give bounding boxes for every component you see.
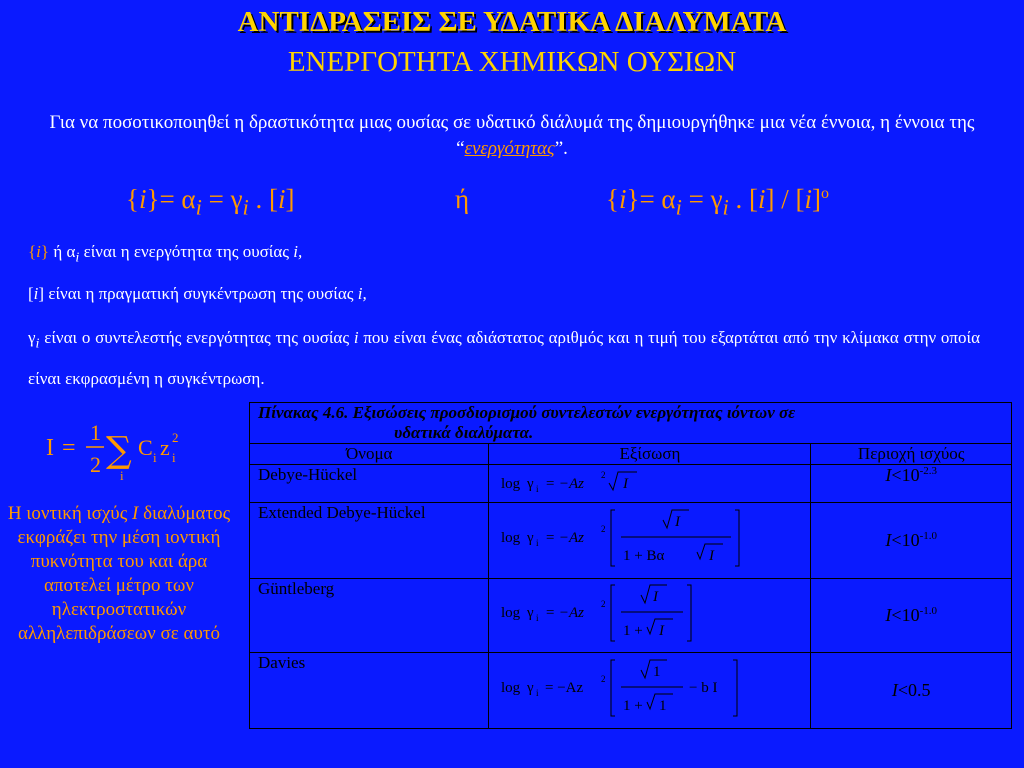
formula-sup: o: [821, 185, 830, 202]
eq-denominator: 1 + Bα: [623, 548, 665, 564]
formula-den: 2: [90, 452, 101, 477]
formula-sub: i: [242, 194, 249, 220]
row-name: Debye-Hückel: [250, 465, 489, 503]
formula-part: {: [126, 184, 139, 214]
header-equation: Εξίσωση: [489, 444, 811, 465]
table-row: [250, 503, 1012, 579]
table-caption-row: [250, 403, 1012, 444]
eq-log: log: [501, 476, 521, 492]
row-range: [811, 503, 1012, 579]
eq-log: log: [501, 680, 521, 696]
definition-concentration: [28, 284, 367, 304]
def-var: i: [353, 328, 359, 347]
bracket-left: [611, 510, 615, 566]
intro-text: Για να ποσοτικοποιηθεί η δραστικότητα μιας ουσίας σε υδατικό διάλυμά της δημιουργήθηκε μια νέα έννοια, η έννοια της “: [49, 112, 975, 159]
eq-log: log: [501, 530, 521, 546]
def-sub: i: [75, 249, 80, 266]
formula-part: . [: [728, 184, 759, 214]
table-row: [250, 465, 1012, 503]
eq-I: 1: [653, 664, 661, 680]
ionic-text-var: I: [131, 503, 139, 524]
bracket-left: [611, 660, 615, 716]
eq-denominator: 1 +: [623, 623, 644, 639]
range-var: I: [885, 465, 892, 485]
def-text: είναι ο συντελεστής ενεργότητας της ουσίας: [39, 328, 354, 347]
slide-title: ΑΝΤΙΔΡΑΣΕΙΣ ΣΕ ΥΔΑΤΙΚΑ ΔΙΑΛΥΜΑΤΑ: [237, 6, 787, 38]
activity-formula-right: [606, 184, 829, 220]
intro-term: ενεργότητας: [464, 138, 555, 159]
formula-part: }= α: [626, 184, 676, 214]
eq-gamma: γ: [527, 530, 535, 546]
formula-part: ] / [: [765, 184, 805, 214]
row-range: [811, 579, 1012, 653]
range-op: <10: [891, 605, 920, 625]
formula-sub: i: [675, 194, 682, 220]
eq-I: I: [675, 514, 681, 530]
eq-gamma: γ: [527, 476, 535, 492]
def-var: i: [33, 284, 39, 303]
formula-part: ]: [812, 184, 822, 214]
range-var: I: [885, 530, 892, 550]
ionic-strength-description: [6, 502, 232, 646]
formula-sub: i: [195, 194, 202, 220]
eq-sub: i: [536, 484, 539, 494]
formula-part: }= α: [146, 184, 196, 214]
def-part: [: [28, 284, 34, 303]
row-name: Davies: [250, 653, 489, 729]
bracket-right: [687, 585, 691, 641]
def-part: ή α: [49, 242, 76, 261]
eq-sub: i: [536, 688, 539, 698]
eq-sub: i: [536, 613, 539, 623]
def-var: i,: [357, 284, 367, 303]
eq-gamma: γ: [527, 680, 535, 696]
equation-extended-debye-huckel: [497, 506, 797, 570]
eq-rhs: = −Az: [545, 476, 585, 492]
sum-index: i: [120, 468, 124, 483]
def-text: που είναι ένας αδιάστατος αριθμός και η τιμή του εξαρτάται από την κλίμακα στην οποία είναι εκφρασμένη η συγκέντρωση.: [28, 328, 980, 389]
formula-part: = γ: [681, 184, 723, 214]
intro-end: ”.: [554, 138, 568, 159]
row-equation: [489, 503, 811, 579]
formula-part: ]: [285, 184, 295, 214]
range-exp: -1.0: [919, 605, 937, 617]
eq-I: I: [623, 476, 629, 492]
def-part: γ: [28, 328, 36, 347]
eq-sup: 2: [601, 674, 606, 684]
eq-I: I: [653, 589, 659, 605]
ionic-strength-formula: [40, 410, 210, 490]
eq-rhs: = −Az: [545, 530, 585, 546]
formula-var: i: [138, 184, 147, 214]
eq-rhs: = −Az: [545, 680, 584, 696]
slide-subtitle: ΕΝΕΡΓΟΤΗΤΑ ΧΗΜΙΚΩΝ ΟΥΣΙΩΝ: [287, 46, 737, 78]
row-equation: [489, 465, 811, 503]
def-part: {: [28, 242, 37, 261]
formula-var: i: [278, 184, 286, 214]
formula-z-sup: 2: [172, 430, 179, 445]
formula-var: i: [804, 184, 813, 214]
def-part: }: [40, 242, 50, 261]
definition-coefficient: [28, 320, 980, 397]
formula-sub: i: [722, 194, 729, 220]
bracket-right: [733, 660, 737, 716]
equation-davies: [497, 656, 797, 720]
range-var: I: [891, 680, 898, 700]
table-caption: [250, 403, 1012, 444]
definition-activity: [28, 242, 302, 266]
activity-formula-left: [126, 184, 295, 220]
row-name: Extended Debye-Hückel: [250, 503, 489, 579]
formula-z-sub: i: [172, 450, 176, 465]
eq-sup: 2: [601, 524, 606, 534]
range-exp: -1.0: [919, 530, 937, 542]
formula-c-sub: i: [153, 450, 157, 465]
eq-denominator: 1 +: [623, 698, 644, 714]
activity-coefficient-table: [249, 402, 1012, 729]
caption-line2: υδατικά διαλύματα.: [394, 423, 534, 442]
equation-debye-huckel: [497, 466, 797, 496]
eq-log: log: [501, 605, 521, 621]
eq-gamma: γ: [527, 605, 535, 621]
equation-guntleberg: [497, 581, 797, 645]
formula-part: . [: [248, 184, 279, 214]
eq-I: I: [709, 548, 715, 564]
header-range: Περιοχή ισχύος: [811, 444, 1012, 465]
header-name: Όνομα: [250, 444, 489, 465]
def-text: είναι η ενεργότητα της ουσίας: [79, 242, 294, 261]
eq-sup: 2: [601, 599, 606, 609]
formula-part: {: [606, 184, 619, 214]
def-var: i,: [293, 242, 303, 261]
eq-I: I: [659, 623, 665, 639]
eq-sup: 2: [601, 470, 606, 480]
def-part: ]: [38, 284, 45, 303]
table-header-row: [250, 444, 1012, 465]
formula-z: z: [160, 435, 170, 460]
def-var: i: [36, 242, 41, 261]
eq-I: 1: [659, 698, 667, 714]
row-range: [811, 465, 1012, 503]
table-row: [250, 579, 1012, 653]
ionic-text-part: Η ιοντική ισχύς: [7, 503, 132, 524]
formula-var: i: [618, 184, 627, 214]
range-op: <10: [891, 530, 920, 550]
sum-symbol: ∑: [106, 430, 132, 471]
row-equation: [489, 653, 811, 729]
ionic-text-part: διαλύματος εκφράζει την μέση ιοντική πυκνότητα του και άρα αποτελεί μέτρο των ηλεκτροστατικών αλληλεπιδράσεων σε αυτό: [17, 503, 231, 644]
bracket-right: [735, 510, 739, 566]
formula-part: = γ: [201, 184, 243, 214]
table-row: [250, 653, 1012, 729]
bracket-left: [611, 585, 615, 641]
caption-line1: Πίνακας 4.6. Εξισώσεις προσδιορισμού συντελεστών ενεργότητας ιόντων σε: [258, 403, 796, 422]
eq-minus-bi: − b I: [689, 680, 718, 696]
def-sub: i: [35, 335, 40, 352]
row-range: [811, 653, 1012, 729]
range-exp: -2.3: [919, 465, 937, 477]
intro-paragraph: [30, 110, 994, 162]
formula-lhs: I: [46, 435, 54, 461]
eq-rhs: = −Az: [545, 605, 585, 621]
range-var: I: [885, 605, 892, 625]
range-op: <10: [891, 465, 920, 485]
formula-or: ή: [455, 184, 470, 214]
row-equation: [489, 579, 811, 653]
formula-var: i: [758, 184, 766, 214]
formula-num: 1: [90, 420, 101, 445]
eq-sub: i: [536, 538, 539, 548]
formula-c: C: [138, 435, 153, 460]
row-name: Güntleberg: [250, 579, 489, 653]
formula-eq: =: [62, 435, 76, 461]
def-text: είναι η πραγματική συγκέντρωση της ουσίας: [44, 284, 358, 303]
range-op: <0.5: [897, 680, 931, 700]
